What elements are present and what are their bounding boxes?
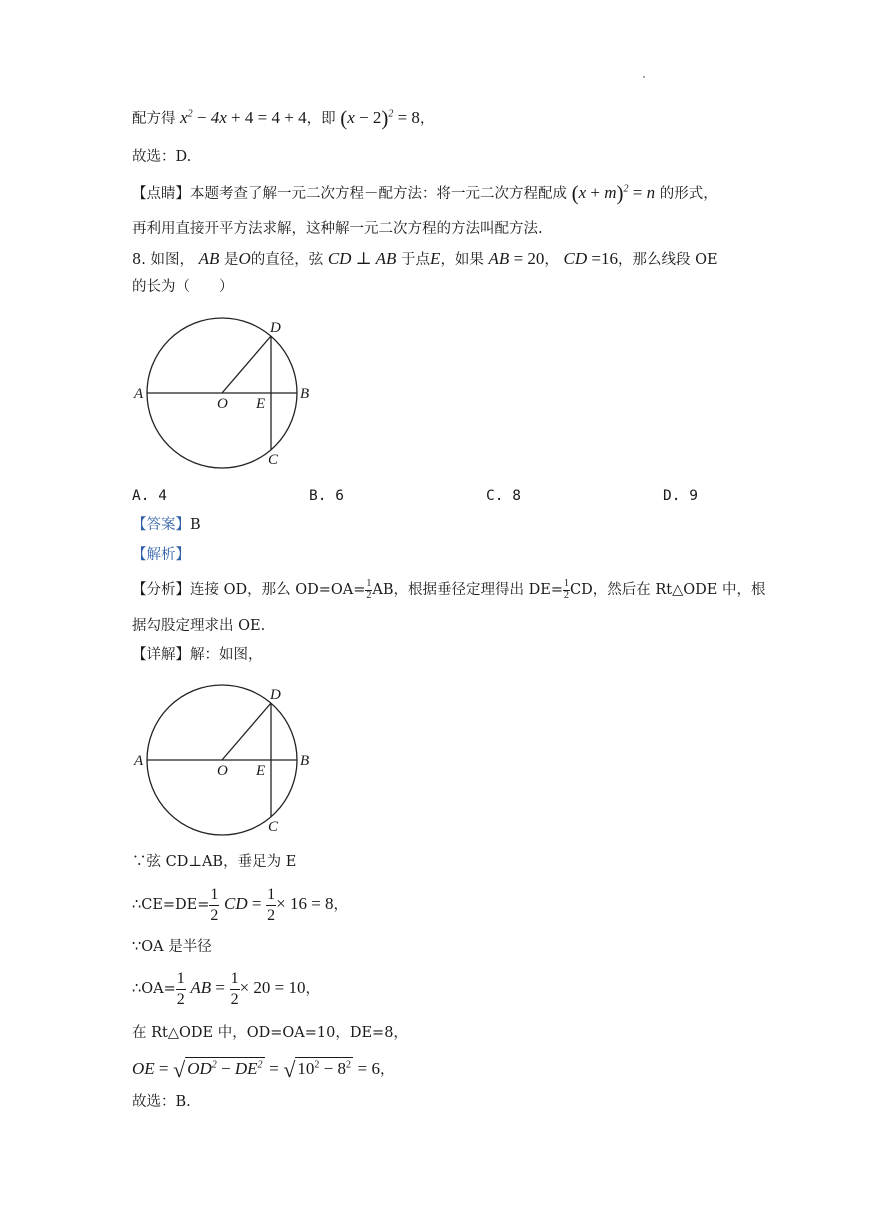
text: 的直径，弦 [250, 252, 324, 268]
label-a: A [134, 386, 144, 402]
circle-figure-question [128, 312, 328, 472]
answer-line [132, 513, 201, 537]
detail-line [132, 643, 263, 667]
question-8-line-2: 的长为（ ） [132, 279, 234, 295]
text: 是 [223, 252, 239, 268]
answer-value: B [190, 517, 201, 533]
text: CD，然后在 Rt△ODE 中，根 [570, 582, 766, 598]
text: 解：如图， [190, 647, 263, 663]
math-o: O [238, 249, 251, 268]
oa-result: × 20 = 10 [239, 978, 306, 997]
circle-figure-solution [128, 679, 328, 839]
text: AB，根据垂径定理得出 DE= [372, 582, 564, 598]
text: 配方得 [132, 111, 176, 127]
option-value: 8 [512, 488, 521, 504]
text: ，即 [306, 111, 336, 127]
option-b [309, 484, 344, 508]
fenxi-label: 【分析】 [132, 582, 190, 598]
text: 连接 OD，那么 OD=OA= [190, 582, 366, 598]
oe-lhs: OE = [132, 1059, 169, 1078]
label-d: D [270, 687, 281, 703]
oa-expr: AB = [190, 978, 225, 997]
tip-label: 【点睛】 [132, 186, 190, 202]
therefore-2: ∴OA= $\frac{1}{2}$ AB = $\frac{1}{2}$ × 20 = 10， [132, 969, 321, 1008]
option-label: A. [132, 488, 150, 504]
rt-triangle-line: 在 Rt△ODE 中，OD=OA=10，DE=8， [132, 1025, 408, 1041]
final-answer: 故选：B. [132, 1094, 191, 1110]
text: 于点 [401, 252, 431, 268]
oe-equation: OE = √ $OD^2 - DE^2$ = √ $10^2 - 8^2 = 6$， [132, 1054, 394, 1085]
fraction-half: $\frac{1}{2}$ [267, 885, 276, 924]
fenxi-line-1 [132, 576, 765, 604]
fraction-half: $\frac{1}{2}$ [176, 969, 185, 1008]
therefore-1: ∴CE=DE= $\frac{1}{2}$ CD = $\frac{1}{2}$ × 16 = 8， [132, 885, 349, 924]
text: 的形式， [659, 186, 718, 202]
label-o: O [217, 763, 228, 779]
label-c: C [268, 819, 279, 835]
oe-result: = 6 [357, 1059, 380, 1078]
option-label: D. [663, 488, 681, 504]
form-expression: $(x + m)^2 = n$ [571, 181, 656, 205]
because-1: ∵弦 CD⊥AB，垂足为 E [132, 854, 297, 870]
because-2: ∵OA 是半径 [132, 939, 212, 955]
label-d: D [270, 320, 281, 336]
tip-line-1 [132, 181, 718, 206]
sqrt-1: √ $OD^2 - DE^2$ [173, 1057, 263, 1082]
text: 8. 如图， [132, 252, 194, 268]
choose-d-line: 故选：D. [132, 149, 192, 165]
text: 本题考查了解一元二次方程－配方法：将一元二次方程配成 [190, 186, 567, 202]
text: ，那么线段 OE [618, 252, 718, 268]
text: ， [544, 252, 559, 268]
fraction-half: $\frac{1}{2}$ [230, 969, 239, 1008]
detail-label: 【详解】 [132, 647, 190, 663]
segment-od [222, 703, 271, 760]
label-e: E [256, 396, 266, 412]
sqrt-2: √ $10^2 - 8^2$ [283, 1057, 352, 1082]
option-value: 9 [689, 488, 698, 504]
label-b: B [300, 386, 310, 402]
label-b: B [300, 753, 310, 769]
fraction-half: $\frac{1}{2}$ [210, 885, 219, 924]
equation-2: $(x - 2)^2 = 8$ [340, 106, 420, 130]
ce-result: × 16 = 8 [276, 894, 334, 913]
segment-od [222, 336, 271, 393]
fenxi-line-2: 据勾股定理求出 OE. [132, 618, 266, 634]
label-a: A [134, 753, 144, 769]
text: ， [419, 111, 435, 127]
option-label: C. [486, 488, 504, 504]
fraction-half: $\frac{1}{2}$ [366, 578, 372, 601]
option-c [486, 484, 521, 508]
label-e: E [256, 763, 266, 779]
option-value: 6 [335, 488, 344, 504]
fraction-half: $\frac{1}{2}$ [564, 578, 570, 601]
math-ab: AB [198, 249, 220, 268]
question-8-line-1 [132, 247, 718, 272]
text: ∴OA= [132, 981, 176, 997]
math-perp: CD ⊥ AB [327, 249, 397, 268]
tip-line-2: 再利用直接开平方法求解，这种解一元二次方程的方法叫配方法. [132, 221, 543, 237]
math-cd-value: CD =16 [563, 249, 618, 268]
math-ab-value: AB = 20 [488, 249, 545, 268]
option-value: 4 [158, 488, 167, 504]
option-a [132, 484, 167, 508]
scan-dot [643, 76, 645, 78]
answer-label: 【答案】 [132, 517, 190, 533]
text: ∴CE=DE= [132, 897, 210, 913]
ce-expr: CD = [224, 894, 262, 913]
equals: = [269, 1059, 279, 1078]
option-label: B. [309, 488, 327, 504]
equation-1: $x^2 - 4x + 4 = 4 + 4$ [180, 108, 307, 127]
option-d [663, 484, 698, 508]
completing-square-line [132, 106, 434, 131]
label-c: C [268, 452, 279, 468]
text: ，如果 [440, 252, 484, 268]
label-o: O [217, 396, 228, 412]
analysis-label: 【解析】 [132, 547, 190, 563]
math-e: E [430, 249, 441, 268]
